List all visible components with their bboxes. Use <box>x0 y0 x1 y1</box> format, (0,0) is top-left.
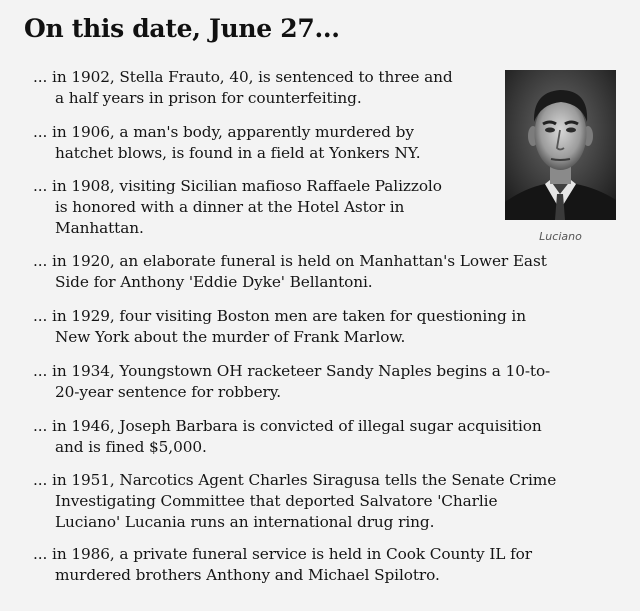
entry-1929 <box>33 306 526 348</box>
entry-line: is honored with a dinner at the Hotel Astor in <box>55 198 405 216</box>
entry-line: ... in 1946, Joseph Barbara is convicted of illegal sugar acquisition <box>33 417 542 435</box>
entry-line: a half years in prison for counterfeiting. <box>55 89 362 107</box>
portrait-image <box>505 70 616 220</box>
entry-line: New York about the murder of Frank Marlow. <box>55 328 406 346</box>
entry-line: ... in 1902, Stella Frauto, 40, is sentenced to three and <box>33 68 453 86</box>
entry-1908 <box>33 176 442 239</box>
entry-line: and is fined $5,000. <box>55 438 207 456</box>
entry-1946 <box>33 416 542 458</box>
entry-line: ... in 1929, four visiting Boston men are taken for questioning in <box>33 307 526 325</box>
entry-1920 <box>33 251 547 293</box>
entry-line: ... in 1951, Narcotics Agent Charles Siragusa tells the Senate Crime <box>33 471 557 489</box>
entry-1951 <box>33 470 556 533</box>
portrait-photo <box>505 70 616 220</box>
entry-1986 <box>33 544 532 586</box>
entry-line: murdered brothers Anthony and Michael Spilotro. <box>55 566 440 584</box>
entry-line: ... in 1934, Youngstown OH racketeer Sandy Naples begins a 10-to- <box>33 362 551 380</box>
entry-line: ... in 1920, an elaborate funeral is held on Manhattan's Lower East <box>33 252 547 270</box>
entry-line: ... in 1906, a man's body, apparently murdered by <box>33 123 414 141</box>
entry-line: Manhattan. <box>55 219 144 237</box>
page-title: On this date, June 27... <box>24 14 340 43</box>
entry-line: ... in 1986, a private funeral service is held in Cook County IL for <box>33 545 532 563</box>
entry-line: Luciano' Lucania runs an international drug ring. <box>55 513 435 531</box>
entry-line: Investigating Committee that deported Salvatore 'Charlie <box>55 492 498 510</box>
entry-1906 <box>33 122 421 164</box>
entry-line: ... in 1908, visiting Sicilian mafioso Raffaele Palizzolo <box>33 177 442 195</box>
entry-line: hatchet blows, is found in a field at Yonkers NY. <box>55 144 421 162</box>
photo-caption: Luciano <box>539 230 582 243</box>
entry-1934 <box>33 361 550 403</box>
entry-1902 <box>33 67 453 109</box>
entry-line: Side for Anthony 'Eddie Dyke' Bellantoni. <box>55 273 373 291</box>
entry-line: 20-year sentence for robbery. <box>55 383 282 401</box>
